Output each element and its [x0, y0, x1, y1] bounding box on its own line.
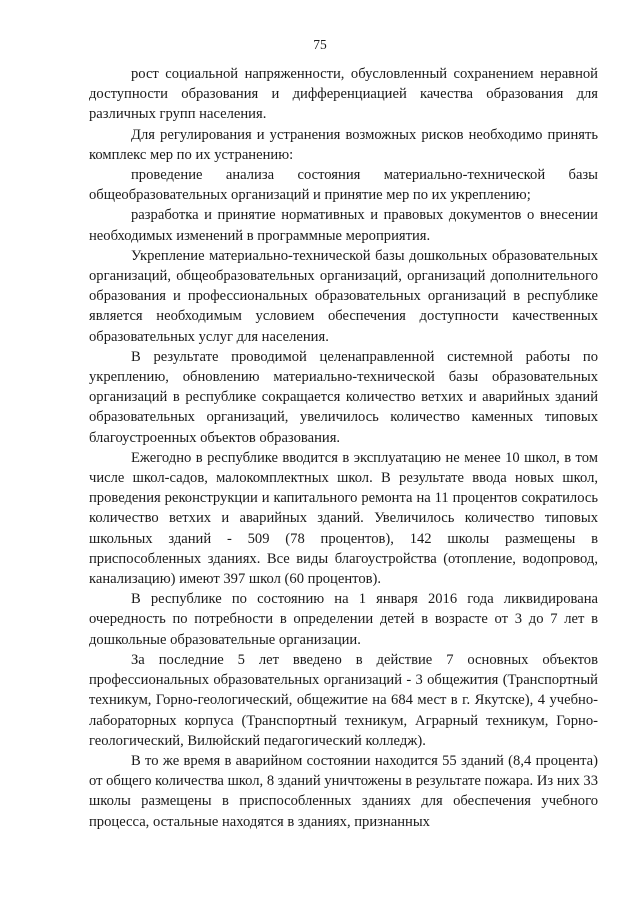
paragraph-2: Для регулирования и устранения возможных рисков необходимо принять комплекс мер по их устранению: — [89, 126, 598, 163]
paragraph-6: В результате проводимой целенаправленной системной работы по укреплению, обновлению материально-технической базы образовательных организаций в республике сокращается количество ветхих и аварийных зданий образовательных организаций, увеличилось количество каменных типовых благоустроенных объектов образования. — [89, 348, 598, 446]
paragraph-7: Ежегодно в республике вводится в эксплуатацию не менее 10 школ, в том числе школ-садов, малокомплектных школ. В результате ввода новых школ, проведения реконструкции и капитального ремонта на 11 процентов сократилось количество ветхих и аварийных зданий. Увеличилось количество типовых школьных зданий - 509 (78 процентов), 142 школы размещены в приспособленных зданиях. Все виды благоустройства (отопление, водопровод, канализацию) имеют 397 школ (60 процентов). — [89, 449, 598, 588]
paragraph-1: рост социальной напряженности, обусловленный сохранением неравной доступности образования и дифференциацией качества образования для различных групп населения. — [89, 66, 598, 123]
paragraph-8: В республике по состоянию на 1 января 2016 года ликвидирована очередность по потребности в определении детей в возрасте от 3 до 7 лет в дошкольные образовательные организации. — [89, 591, 598, 648]
paragraph-3: проведение анализа состояния материально-технической базы общеобразовательных организаций и принятие мер по их укреплению; — [89, 167, 598, 204]
paragraph-10: В то же время в аварийном состоянии находится 55 зданий (8,4 процента) от общего количества школ, 8 зданий уничтожены в результате пожара. Из них 33 школы размещены в приспособленных зданиях для обеспечения учебного процесса, остальные находятся в зданиях, признанных — [89, 752, 598, 830]
page-number: 75 — [313, 37, 327, 52]
paragraph-5: Укрепление материально-технической базы дошкольных образовательных организаций, общеобразовательных организаций, организаций дополнительного образования и профессиональных образовательных организаций в республике является необходимым условием обеспечения доступности качественных образовательных услуг для населения. — [89, 247, 598, 345]
paragraph-9: За последние 5 лет введено в действие 7 основных объектов профессиональных образовательных организаций - 3 общежития (Транспортный техникум, Горно-геологический, общежитие на 684 мест в г. Якутске), 4 учебно-лабораторных корпуса (Транспортный техникум, Аграрный техникум, Горно-геологический, Вилюйский педагогический колледж). — [89, 651, 598, 749]
paragraph-4: разработка и принятие нормативных и правовых документов о внесении необходимых изменений в программные мероприятия. — [89, 207, 598, 244]
document-body — [89, 64, 598, 832]
